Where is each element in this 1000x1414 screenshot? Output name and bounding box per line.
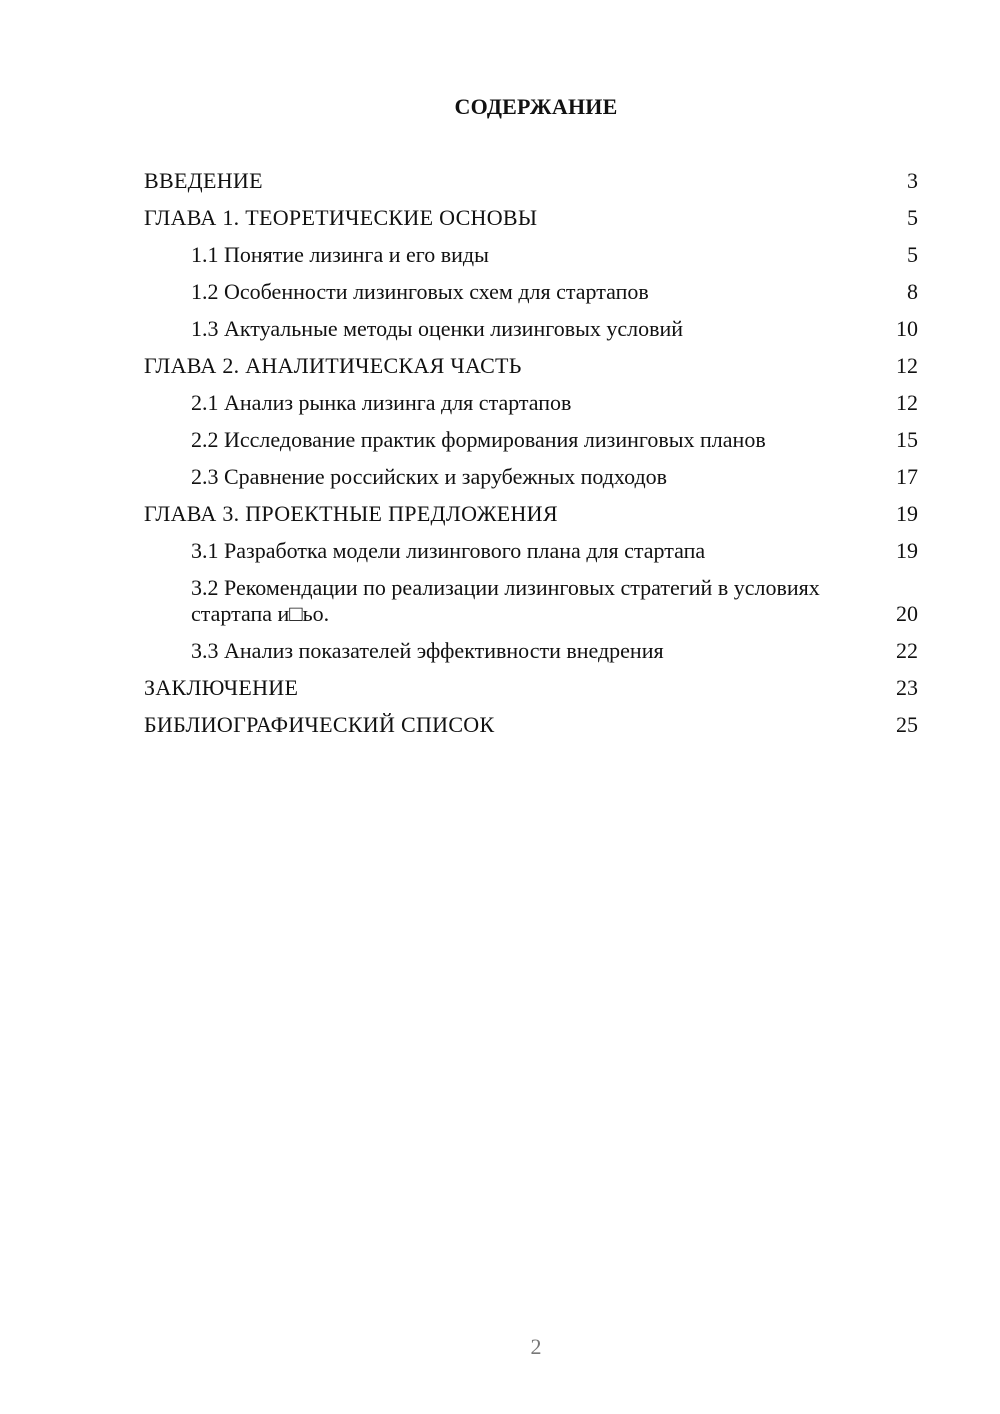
toc-entry-text: ВВЕДЕНИЕ — [144, 168, 263, 193]
toc-entry — [144, 638, 918, 664]
toc-entry — [144, 390, 918, 416]
toc-entry-page: 15 — [896, 427, 918, 452]
toc-entry-text: 3.2 Рекомендации по реализации лизинговых стратегий в условиях стартапа и□ьо. — [191, 575, 820, 626]
toc-entry-text: ГЛАВА 1. ТЕОРЕТИЧЕСКИЕ ОСНОВЫ — [144, 205, 538, 230]
toc-entry-text: БИБЛИОГРАФИЧЕСКИЙ СПИСОК — [144, 712, 495, 737]
toc-entry-text: 2.2 Исследование практик формирования лизинговых планов — [191, 427, 766, 452]
toc-entry-text: ГЛАВА 3. ПРОЕКТНЫЕ ПРЕДЛОЖЕНИЯ — [144, 501, 558, 526]
toc-entry-page: 12 — [896, 353, 918, 378]
toc-entry-text: ЗАКЛЮЧЕНИЕ — [144, 675, 299, 700]
table-of-contents — [144, 168, 918, 749]
toc-entry — [144, 538, 918, 564]
toc-entry-page: 5 — [907, 242, 918, 267]
toc-entry-page: 3 — [907, 168, 918, 193]
toc-entry-text: ГЛАВА 2. АНАЛИТИЧЕСКАЯ ЧАСТЬ — [144, 353, 522, 378]
toc-entry — [144, 353, 918, 379]
toc-entry-page: 22 — [896, 638, 918, 663]
toc-entry — [144, 464, 918, 490]
toc-entry-text: 1.1 Понятие лизинга и его виды — [191, 242, 489, 267]
toc-entry-page: 8 — [907, 279, 918, 304]
toc-entry-text: 2.1 Анализ рынка лизинга для стартапов — [191, 390, 572, 415]
toc-entry — [144, 501, 918, 527]
toc-entry — [144, 242, 918, 268]
toc-entry-text: 3.1 Разработка модели лизингового плана для стартапа — [191, 538, 706, 563]
toc-entry-page: 5 — [907, 205, 918, 230]
toc-entry-page: 19 — [896, 538, 918, 563]
toc-entry — [144, 712, 918, 738]
toc-entry-text: 3.3 Анализ показателей эффективности внедрения — [191, 638, 664, 663]
toc-entry-page: 20 — [896, 601, 918, 626]
toc-title: СОДЕРЖАНИЕ — [454, 94, 618, 119]
toc-entry — [144, 575, 918, 627]
toc-entry-page: 19 — [896, 501, 918, 526]
toc-entry — [144, 675, 918, 701]
toc-entry — [144, 427, 918, 453]
toc-entry-text: 1.3 Актуальные методы оценки лизинговых условий — [191, 316, 684, 341]
toc-entry-page: 12 — [896, 390, 918, 415]
toc-entry-text: 1.2 Особенности лизинговых схем для стартапов — [191, 279, 649, 304]
toc-entry — [144, 279, 918, 305]
toc-entry-text: 2.3 Сравнение российских и зарубежных подходов — [191, 464, 668, 489]
toc-entry-page: 23 — [896, 675, 918, 700]
toc-entry — [144, 316, 918, 342]
toc-entry-page: 25 — [896, 712, 918, 737]
toc-entry-page: 17 — [896, 464, 918, 489]
page-number: 2 — [530, 1334, 542, 1359]
toc-entry-page: 10 — [896, 316, 918, 341]
toc-entry — [144, 168, 918, 194]
toc-entry — [144, 205, 918, 231]
